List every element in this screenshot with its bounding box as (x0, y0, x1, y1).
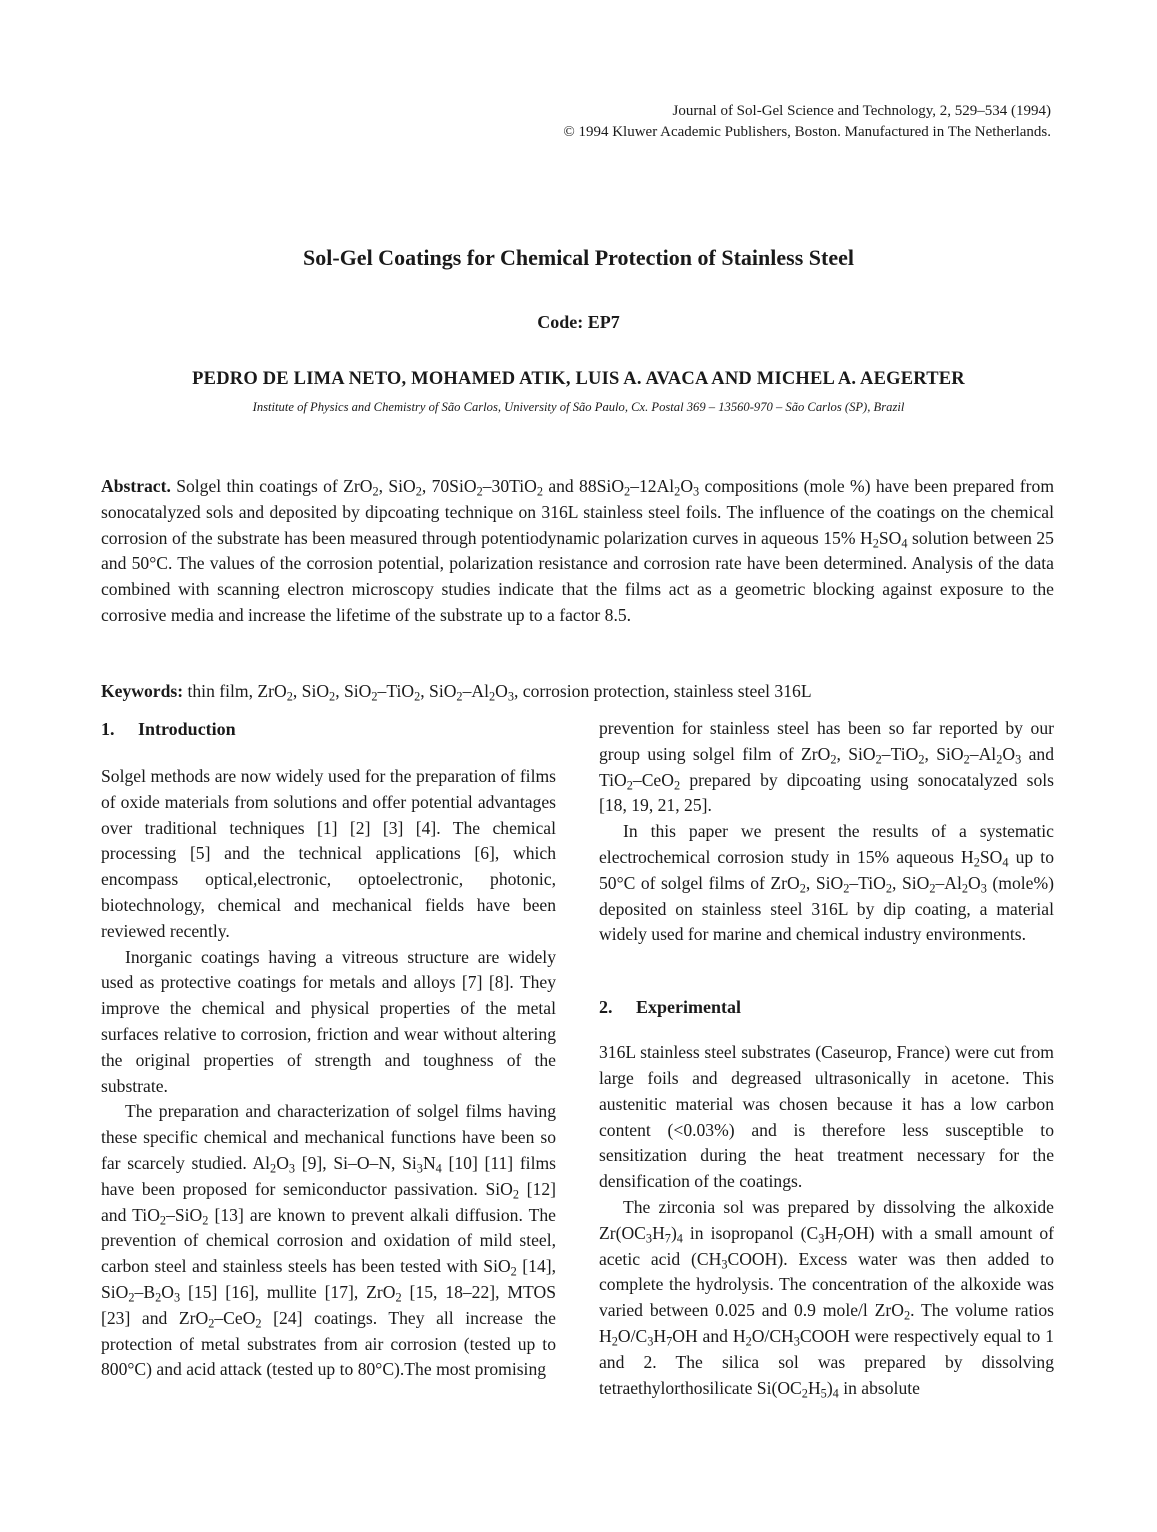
section-title: Introduction (138, 719, 236, 739)
journal-header (563, 101, 1051, 143)
abstract-text: Solgel thin coatings of ZrO$_2$, SiO$_2$, 70SiO$_2$–30TiO$_2$ and $88SiO_2-12Al_2O_3$ compositions (mole %) have been prepared from sonocatalyzed sols and deposited by dipcoating technique on 316L stainless steel foils. The influence of the coatings on the chemical corrosion of the substrate has been measured through potentiodynamic polarization curves in aqueous 15% $H_2SO_4$ solution between 25 and 50°C. The values of the corrosion potential, polarization resistance and corrosion rate have been determined. Analysis of the data combined with scanning electron microscopy studies indicate that the films act as a geometric blocking against exposure to the corrosive media and increase the lifetime of the substrate up to a factor 8.5. (101, 476, 1055, 625)
section-title: Experimental (636, 997, 741, 1018)
paragraph-continuation: prevention for stainless steel has been so far reported by our group using solgel film of ZrO$_2$, SiO$_2$–TiO$_2$, $SiO_2-Al_2O_3$ and TiO$_2$–CeO$_2$ prepared by dipcoating using sonocatalyzed sols [18, 19, 21, 25]. (599, 718, 1054, 816)
keywords-text: thin film, ZrO$_2$, SiO$_2$, SiO$_2$–TiO$_2$, $SiO_2-Al_2O_3$, corrosion protection, stainless steel 316L (187, 681, 812, 704)
paragraph: The preparation and characterization of solgel films having these specific chemical and mechanical functions have been so far scarcely studied. $Al_2O_3$ [9], Si–O–N, $Si_3N_4$ [10] [11] films have been proposed for semiconductor passivation. SiO$_2$ [12] and TiO$_2$–SiO$_2$ [13] are known to prevent alkali diffusion. The prevention of chemical corrosion and oxidation of mild steel, carbon steel and stainless steels has been tested with SiO$_2$ [14], $SiO_2-B_2O_3$ [15] [16], mullite [17], ZrO$_2$ [15, 18–22], MTOS [23] and ZrO$_2$–CeO$_2$ [24] coatings. They all increase the protection of metal substrates from air corrosion (tested up to 800°C) and acid attack (tested up to 80°C).The most promising (101, 1101, 556, 1380)
paragraph: Solgel methods are now widely used for the preparation of films of oxide materials from solutions and offer potential advantages over traditional techniques [1] [2] [3] [4]. The chemical processing [5] and the technical applications [6], which encompass optical,electronic, optoelectronic, photonic, biotechnology, chemical and mechanical fields have been reviewed recently. (101, 766, 556, 941)
paper-affiliation: Institute of Physics and Chemistry of São Carlos, University of São Paulo, Cx. Postal 369 – 13560-970 – São Carlos (SP), Brazil (252, 400, 905, 414)
keywords (101, 679, 1054, 705)
journal-citation: Journal of Sol-Gel Science and Technology, 2, 529–534 (1994) (672, 103, 1051, 119)
paragraph: Inorganic coatings having a vitreous structure are widely used as protective coatings for metals and alloys [7] [8]. They improve the chemical and physical properties of the metal surfaces relative to corrosion, friction and wear without altering the original properties of strength and toughness of the substrate. (101, 946, 556, 1096)
column-left (101, 716, 556, 1383)
abstract (101, 474, 1054, 629)
paper-code: Code: EP7 (537, 312, 620, 332)
paragraph: 316L stainless steel substrates (Caseurop, France) were cut from large foils and degreased ultrasonically in acetone. This austenitic material was chosen because it has a low carbon content (<0.03%) and is therefore less susceptible to sensitization during the heat treatment necessary for the densification of the coatings. (599, 1042, 1054, 1192)
paper-title: Sol-Gel Coatings for Chemical Protection of Stainless Steel (303, 245, 854, 270)
column-right (599, 716, 1054, 1401)
keywords-label: Keywords: (101, 681, 184, 701)
paper-authors: PEDRO DE LIMA NETO, MOHAMED ATIK, LUIS A. AVACA AND MICHEL A. AEGERTER (192, 369, 965, 389)
journal-copyright: © 1994 Kluwer Academic Publishers, Boston. Manufactured in The Netherlands. (563, 124, 1051, 140)
section-number: 1. (101, 719, 115, 739)
abstract-label: Abstract. (101, 476, 171, 496)
paragraph: In this paper we present the results of a systematic electrochemical corrosion study in 15% aqueous $H_2SO_4$ up to 50°C of solgel films of ZrO$_2$, SiO$_2$–TiO$_2$, $SiO_2-Al_2O_3$ (mole%) deposited on stainless steel 316L by dip coating, a material widely used for marine and chemical industry environments. (599, 821, 1054, 945)
section-heading-introduction (101, 716, 556, 742)
section-number: 2. (599, 997, 613, 1018)
paragraph: The zirconia sol was prepared by dissolving the alkoxide $Zr(OC_3H_7)_4$ in isopropanol $(C_3H_7OH)$ with a small amount of acetic acid $(CH_3COOH)$. Excess water was then added to complete the hydrolysis. The concentration of the alkoxide was varied between 0.025 and 0.9 mole/l ZrO$_2$. The volume ratios $H_2O/C_3H_7OH$ and $H_2O/CH_3COOH$ were respectively equal to 1 and 2. The silica sol was prepared by dissolving tetraethylorthosilicate $Si(OC_2H_5)_4$ in absolute (599, 1196, 1054, 1400)
section-heading-experimental (599, 994, 1054, 1020)
